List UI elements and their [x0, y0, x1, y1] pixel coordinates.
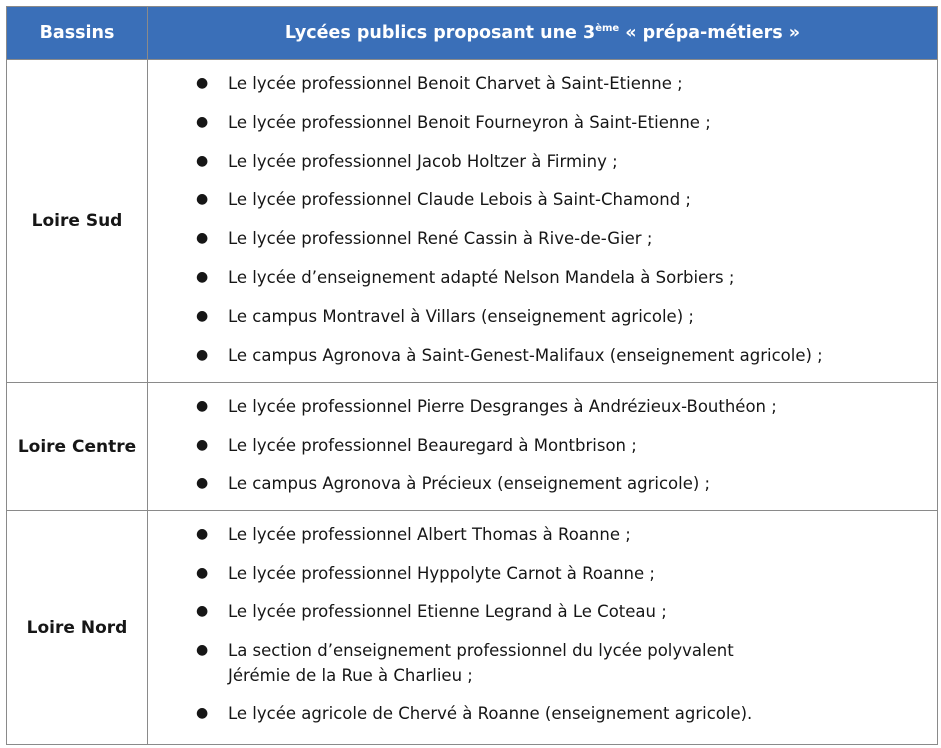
list-item-text: La section d’enseignement professionnel du lycée polyvalent — [228, 640, 734, 660]
list-item-text: Le lycée agricole de Chervé à Roanne (enseignement agricole). — [228, 704, 753, 723]
bullet-icon: ● — [196, 475, 209, 491]
list-item — [148, 561, 937, 586]
lycees-cell-loire-centre — [148, 383, 938, 511]
bassin-loire-centre: Loire Centre — [7, 383, 148, 511]
bassin-loire-nord: Loire Nord — [7, 511, 148, 745]
list-item-text: Le lycée d’enseignement adapté Nelson Mandela à Sorbiers ; — [228, 267, 735, 287]
lycees-cell-loire-nord — [148, 511, 938, 745]
list-item-text: Le lycée professionnel Benoit Charvet à Saint-Etienne ; — [228, 74, 683, 93]
list-item-text: Le lycée professionnel Hyppolyte Carnot à Roanne ; — [228, 563, 655, 583]
list-item — [148, 394, 937, 419]
header-lycees — [148, 7, 938, 60]
bullet-icon: ● — [196, 113, 209, 130]
lycees-table — [6, 6, 938, 745]
header-bassins: Bassins — [7, 7, 148, 60]
list-item — [148, 433, 937, 458]
list-item — [148, 522, 937, 547]
list-item — [148, 265, 937, 290]
table-row — [7, 60, 938, 383]
list-item — [148, 304, 937, 329]
bullet-icon: ● — [196, 191, 209, 208]
bullet-icon: ● — [196, 307, 209, 324]
list-item-text: Le lycée professionnel Benoit Fourneyron à Saint-Etienne ; — [228, 112, 711, 132]
lycees-cell-loire-sud — [148, 60, 938, 383]
bullet-icon: ● — [196, 346, 209, 363]
list-item-text: Le lycée professionnel Beauregard à Montbrison ; — [228, 435, 637, 455]
list-item-text: Le lycée professionnel Etienne Legrand à Le Coteau ; — [228, 602, 667, 621]
list-item-text: Le lycée professionnel Jacob Holtzer à Firminy ; — [228, 151, 618, 171]
bullet-icon: ● — [196, 75, 209, 91]
list-item-text: Le campus Agronova à Saint-Genest-Malifaux (enseignement agricole) ; — [228, 345, 823, 365]
bullet-icon: ● — [196, 564, 209, 581]
bullet-icon: ● — [196, 705, 209, 721]
list-item — [148, 71, 937, 96]
list-item — [148, 343, 937, 368]
bullet-icon: ● — [196, 268, 209, 285]
list-item — [148, 226, 937, 251]
list-item — [148, 638, 937, 688]
list-item-text-continued: Jérémie de la Rue à Charlieu ; — [228, 665, 473, 685]
list-item-text: Le lycée professionnel Claude Lebois à Saint-Chamond ; — [228, 190, 691, 210]
list-item-text: Le lycée professionnel Pierre Desgranges à Andrézieux-Bouthéon ; — [228, 397, 777, 416]
list-item-text: Le campus Montravel à Villars (enseignement agricole) ; — [228, 306, 694, 326]
lycees-list — [148, 383, 937, 496]
header-row — [7, 7, 938, 60]
list-item — [148, 149, 937, 174]
list-item — [148, 599, 937, 624]
lycees-list — [148, 60, 937, 368]
list-item-text: Le campus Agronova à Précieux (enseignement agricole) ; — [228, 474, 711, 493]
list-item — [148, 701, 937, 726]
bullet-icon: ● — [196, 152, 209, 169]
bassin-loire-sud: Loire Sud — [7, 60, 148, 383]
table-row — [7, 511, 938, 745]
bullet-icon: ● — [196, 398, 209, 414]
header-lycees-prefix: Lycées publics proposant une 3 — [284, 23, 596, 43]
table-row — [7, 383, 938, 511]
list-item-text: Le lycée professionnel Albert Thomas à Roanne ; — [228, 525, 631, 544]
bullet-icon: ● — [196, 641, 209, 658]
list-item — [148, 471, 937, 496]
header-lycees-suffix: « prépa-métiers » — [619, 23, 801, 43]
bullet-icon: ● — [196, 230, 209, 247]
lycees-list — [148, 511, 937, 726]
header-lycees-sup: ème — [595, 23, 620, 35]
bullet-icon: ● — [196, 526, 209, 542]
list-item-text: Le lycée professionnel René Cassin à Rive-de-Gier ; — [228, 229, 653, 249]
list-item — [148, 187, 937, 212]
list-item — [148, 110, 937, 135]
bullet-icon: ● — [196, 436, 209, 453]
bullet-icon: ● — [196, 603, 209, 619]
